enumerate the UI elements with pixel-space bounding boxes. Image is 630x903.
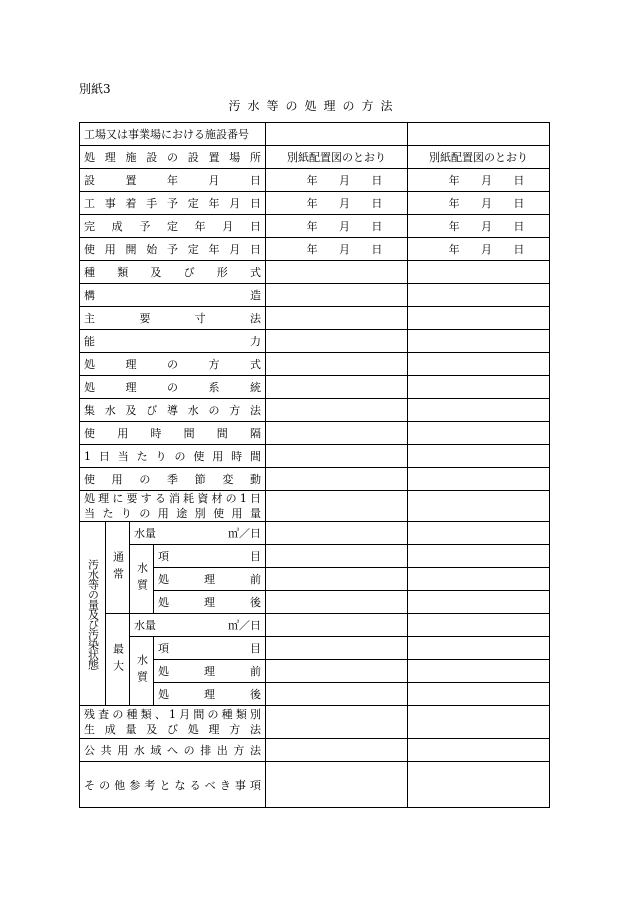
structure-label-b: 造 xyxy=(250,289,261,302)
max-item-label: 項目 xyxy=(158,642,261,655)
complete-date-cell-2[interactable] xyxy=(408,215,550,238)
seasonal-cell-2[interactable] xyxy=(408,468,550,491)
normal-item-cell-2[interactable] xyxy=(408,545,550,568)
normal-item-label: 項目 xyxy=(158,550,261,563)
daily-hours-cell-1[interactable] xyxy=(266,445,408,468)
year-label: 年 xyxy=(448,220,460,233)
discharge-cell-1[interactable] xyxy=(266,739,408,762)
normal-after-cell-1[interactable] xyxy=(266,591,408,614)
waste-label-line1: 残査の種類、1月間の種類別 xyxy=(84,708,261,721)
discharge-label: 公共用水域への排出方法 xyxy=(84,744,261,757)
month-label: 月 xyxy=(338,220,350,233)
max-before-cell-2[interactable] xyxy=(408,660,550,683)
day-label: 日 xyxy=(371,220,383,233)
day-label: 日 xyxy=(371,197,383,210)
structure-cell-2[interactable] xyxy=(408,284,550,307)
volume-unit: ㎥／日 xyxy=(228,527,261,540)
normal-before-label: 処理前 xyxy=(158,573,261,586)
year-label: 年 xyxy=(448,197,460,210)
normal-item-cell-1[interactable] xyxy=(266,545,408,568)
location-label: 処理施設の設置場所 xyxy=(84,151,261,164)
year-label: 年 xyxy=(306,197,318,210)
year-label: 年 xyxy=(306,220,318,233)
start-date-cell-2[interactable] xyxy=(408,192,550,215)
capacity-label xyxy=(80,333,265,349)
normal-volume-label xyxy=(130,525,265,541)
day-label: 日 xyxy=(513,197,525,210)
install-date-label: 設置年月日 xyxy=(84,174,261,187)
location-cell-1[interactable]: 別紙配置図のとおり xyxy=(266,146,408,169)
normal-volume-cell-2[interactable] xyxy=(408,522,550,545)
waste-cell-2[interactable] xyxy=(408,706,550,739)
max-volume-cell-1[interactable] xyxy=(266,614,408,637)
normal-water-quality-label: 水質 xyxy=(135,562,149,596)
dimension-cell-1[interactable] xyxy=(266,307,408,330)
normal-after-cell-2[interactable] xyxy=(408,591,550,614)
month-label: 月 xyxy=(480,174,492,187)
method-cell-2[interactable] xyxy=(408,353,550,376)
collection-cell-1[interactable] xyxy=(266,399,408,422)
waste-cell-1[interactable] xyxy=(266,706,408,739)
day-label: 日 xyxy=(513,243,525,256)
complete-date-cell-1[interactable] xyxy=(266,215,408,238)
day-label: 日 xyxy=(371,174,383,187)
install-date-cell-1[interactable] xyxy=(266,169,408,192)
method-label: 処理の方式 xyxy=(84,358,261,371)
seasonal-cell-1[interactable] xyxy=(266,468,408,491)
year-label: 年 xyxy=(306,243,318,256)
use-date-cell-1[interactable] xyxy=(266,238,408,261)
interval-label: 使用時間間隔 xyxy=(84,427,261,440)
volume-label: 水量 xyxy=(134,527,156,540)
consumables-cell-1[interactable] xyxy=(266,491,408,522)
document-reference: 別紙3 xyxy=(79,82,111,96)
collection-label: 集水及び導水の方法 xyxy=(84,404,261,417)
consumables-label-line1: 処理に要する消耗資材の1日 xyxy=(84,492,261,505)
document-title: 汚水等の処理の方法 xyxy=(228,99,400,113)
facility-number-cell-1[interactable] xyxy=(266,123,408,146)
daily-hours-cell-2[interactable] xyxy=(408,445,550,468)
kind-cell-1[interactable] xyxy=(266,261,408,284)
max-after-cell-1[interactable] xyxy=(266,683,408,706)
normal-label: 通常 xyxy=(111,550,125,585)
other-label: その他参考となるべき事項 xyxy=(84,778,261,792)
normal-before-cell-1[interactable] xyxy=(266,568,408,591)
use-date-cell-2[interactable] xyxy=(408,238,550,261)
complete-date-label: 完成予定年月日 xyxy=(84,220,261,233)
max-item-cell-2[interactable] xyxy=(408,637,550,660)
install-date-cell-2[interactable] xyxy=(408,169,550,192)
normal-after-label: 処理後 xyxy=(158,596,261,609)
max-volume-cell-2[interactable] xyxy=(408,614,550,637)
kind-cell-2[interactable] xyxy=(408,261,550,284)
daily-hours-label: 1日当たりの使用時間 xyxy=(84,450,261,463)
other-cell-1[interactable] xyxy=(266,762,408,808)
facility-number-label: 工場又は事業場における施設番号 xyxy=(84,128,249,141)
system-cell-2[interactable] xyxy=(408,376,550,399)
day-label: 日 xyxy=(513,174,525,187)
month-label: 月 xyxy=(480,197,492,210)
max-label: 最大 xyxy=(111,642,125,677)
year-label: 年 xyxy=(448,243,460,256)
capacity-cell-1[interactable] xyxy=(266,330,408,353)
day-label: 日 xyxy=(371,243,383,256)
capacity-label-a: 能 xyxy=(84,335,95,348)
consumables-cell-2[interactable] xyxy=(408,491,550,522)
year-label: 年 xyxy=(306,174,318,187)
structure-label-a: 構 xyxy=(84,289,95,302)
capacity-cell-2[interactable] xyxy=(408,330,550,353)
volume-label: 水量 xyxy=(134,619,156,632)
pollution-group-label: 汚水等の量及び汚染状態 xyxy=(86,558,100,669)
month-label: 月 xyxy=(338,174,350,187)
system-cell-1[interactable] xyxy=(266,376,408,399)
normal-volume-cell-1[interactable] xyxy=(266,522,408,545)
facility-number-cell-2[interactable] xyxy=(408,123,550,146)
treatment-method-table xyxy=(79,122,550,808)
max-item-cell-1[interactable] xyxy=(266,637,408,660)
start-date-label: 工事着手予定年月日 xyxy=(84,197,261,210)
volume-unit: ㎥／日 xyxy=(228,619,261,632)
dimension-cell-2[interactable] xyxy=(408,307,550,330)
system-label: 処理の系統 xyxy=(84,381,261,394)
structure-cell-1[interactable] xyxy=(266,284,408,307)
consumables-label-line2: 当たりの用途別使用量 xyxy=(84,507,261,520)
interval-cell-2[interactable] xyxy=(408,422,550,445)
other-cell-2[interactable] xyxy=(408,762,550,808)
structure-label xyxy=(80,287,265,303)
normal-before-cell-2[interactable] xyxy=(408,568,550,591)
max-before-cell-1[interactable] xyxy=(266,660,408,683)
discharge-cell-2[interactable] xyxy=(408,739,550,762)
max-before-label: 処理前 xyxy=(158,665,261,678)
collection-cell-2[interactable] xyxy=(408,399,550,422)
max-after-label: 処理後 xyxy=(158,688,261,701)
year-label: 年 xyxy=(448,174,460,187)
interval-cell-1[interactable] xyxy=(266,422,408,445)
month-label: 月 xyxy=(338,243,350,256)
use-date-label: 使用開始予定年月日 xyxy=(84,243,261,256)
max-after-cell-2[interactable] xyxy=(408,683,550,706)
method-cell-1[interactable] xyxy=(266,353,408,376)
seasonal-label: 使用の季節変動 xyxy=(84,473,261,486)
max-volume-label xyxy=(130,617,265,633)
dimension-label: 主要寸法 xyxy=(84,312,261,325)
waste-label-line2: 生成量及び処理方法 xyxy=(84,723,261,736)
month-label: 月 xyxy=(480,220,492,233)
start-date-cell-1[interactable] xyxy=(266,192,408,215)
month-label: 月 xyxy=(480,243,492,256)
max-water-quality-label: 水質 xyxy=(135,654,149,688)
location-cell-2[interactable]: 別紙配置図のとおり xyxy=(408,146,550,169)
kind-label: 種類及び形式 xyxy=(84,266,261,279)
capacity-label-b: 力 xyxy=(250,335,261,348)
day-label: 日 xyxy=(513,220,525,233)
month-label: 月 xyxy=(338,197,350,210)
